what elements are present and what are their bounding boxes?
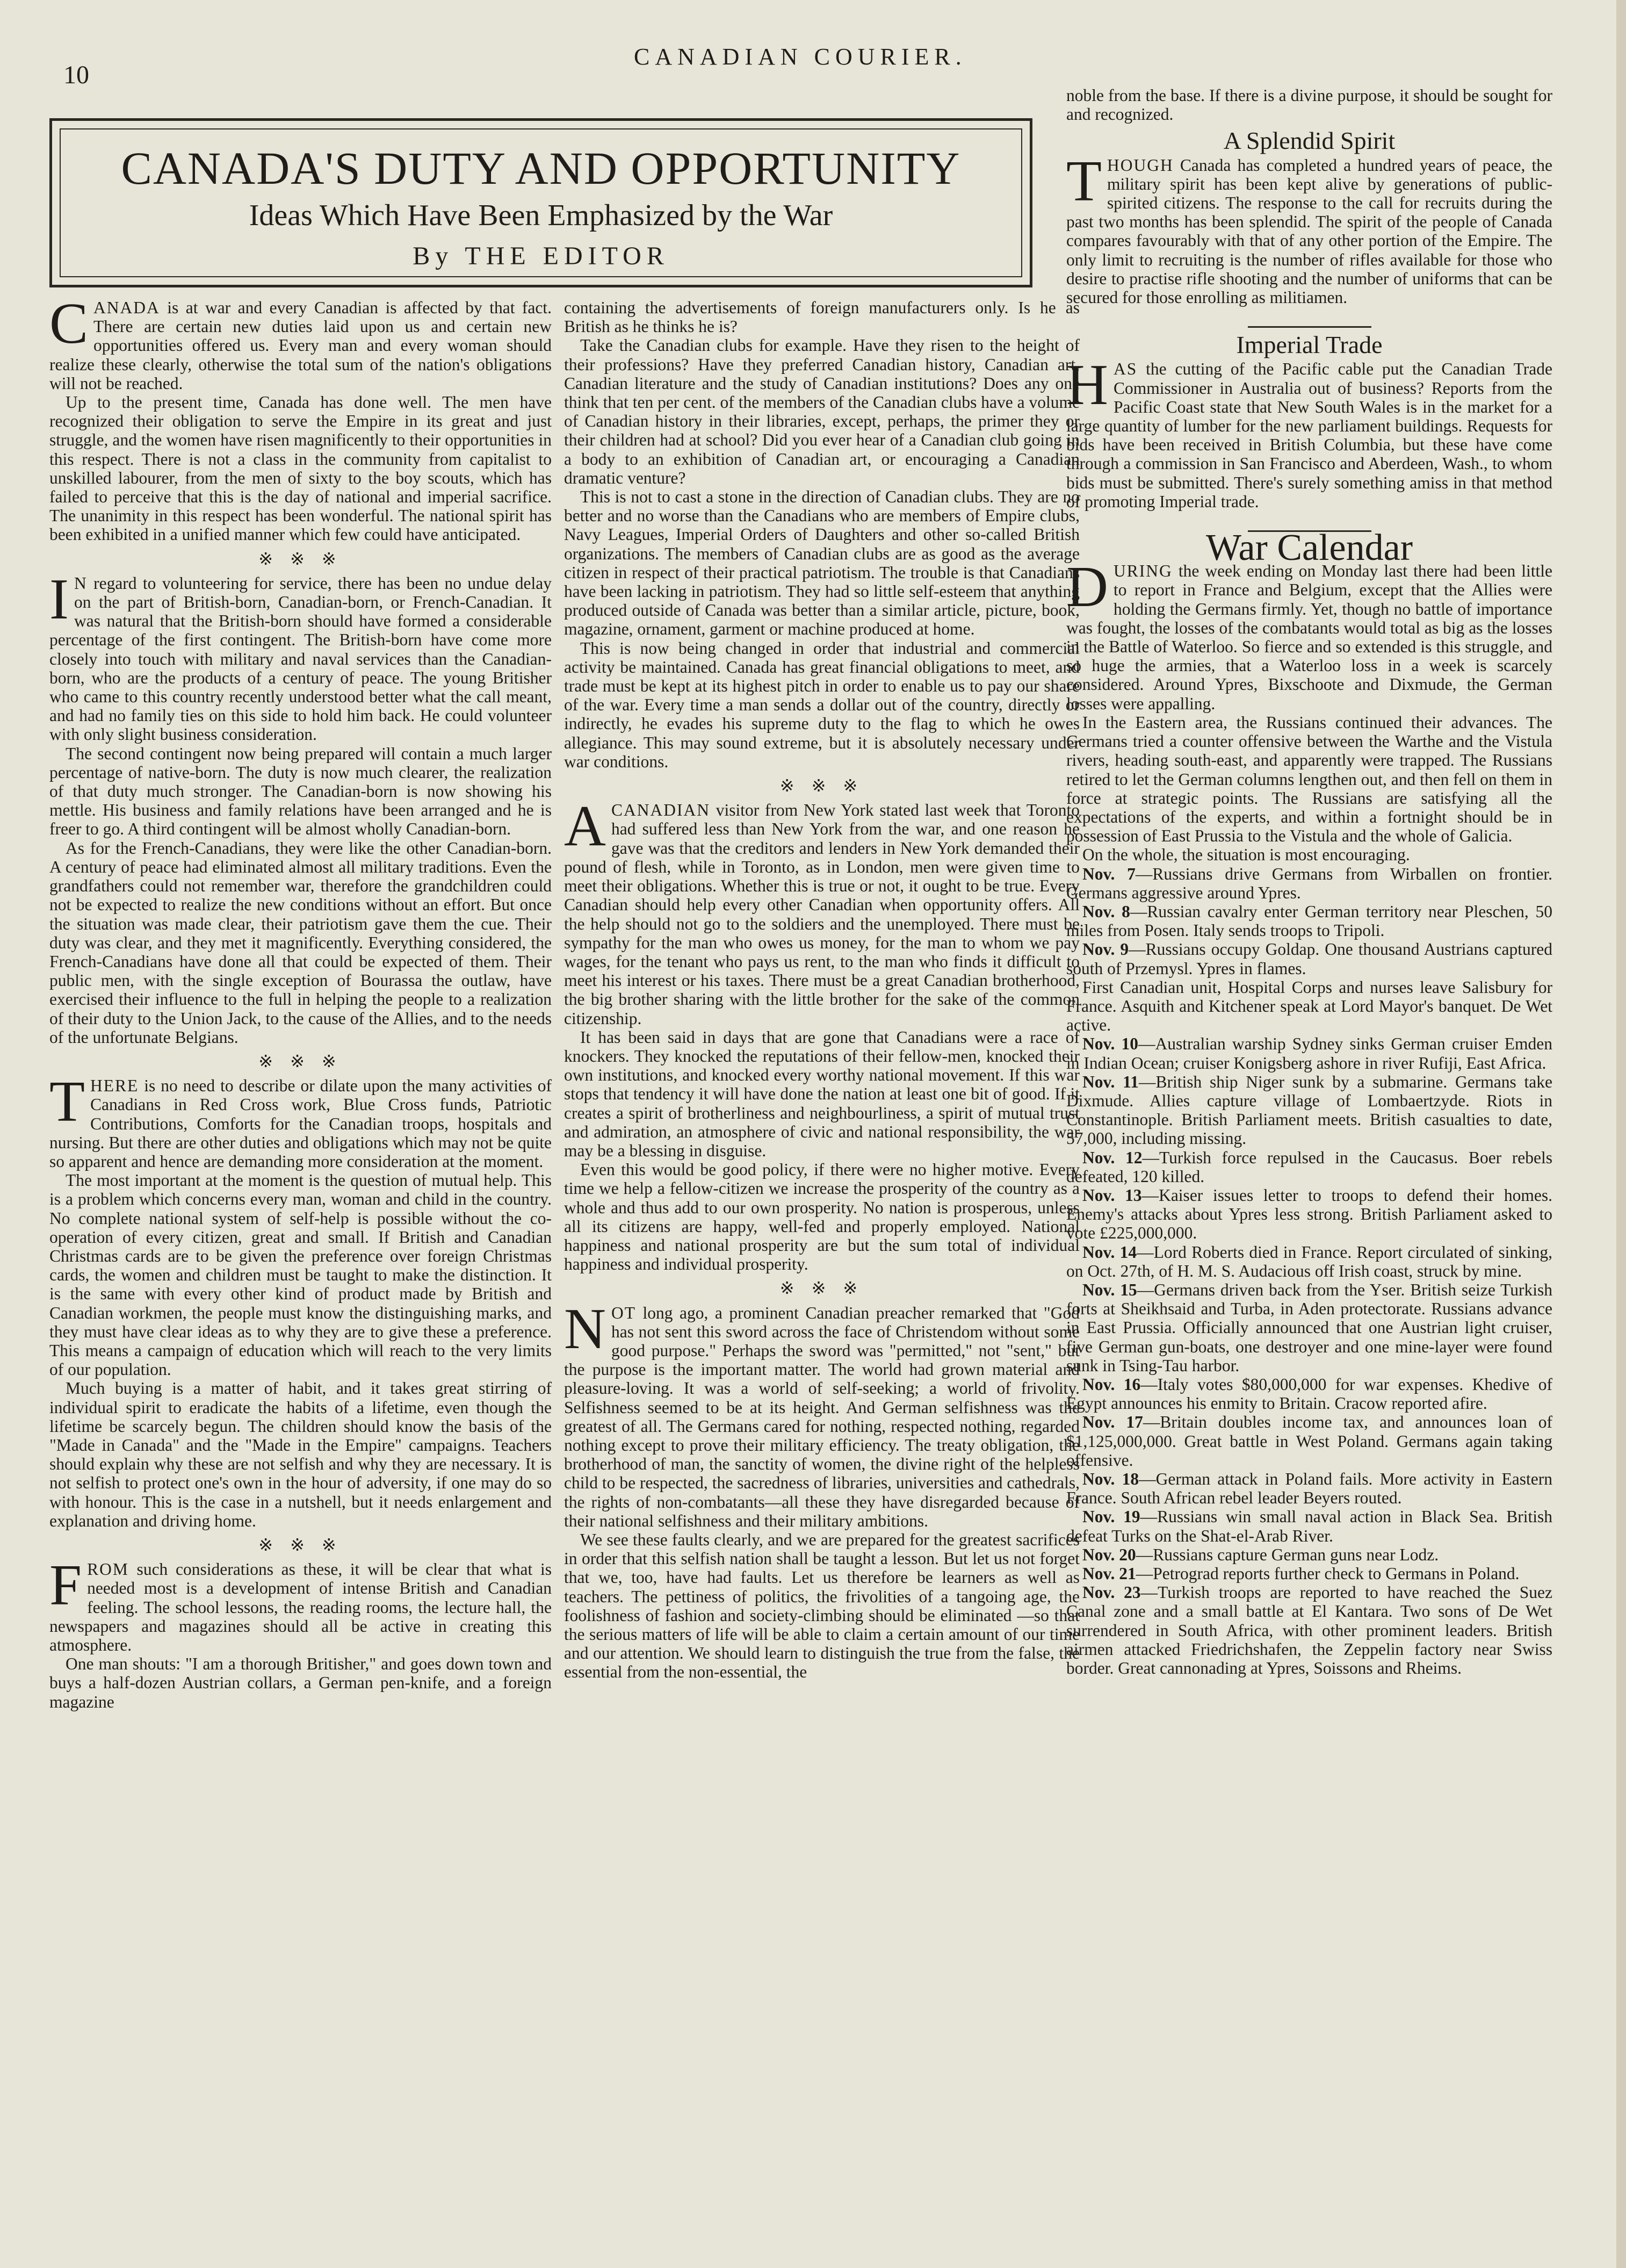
calendar-entry	[1066, 1186, 1552, 1243]
calendar-entry	[1066, 865, 1552, 902]
calendar-entry-text: —Russians win small naval action in Black Sea. British defeat Turks on the Shat-el-Arab River.	[1066, 1507, 1553, 1545]
paragraph: The most important at the moment is the question of mutual help. This is a problem which concerns every man, woman and child in the country. No complete national system of self-help is possible without the co-operation of every citizen, great and small. If British and Canadian Christmas cards are to be given the preference over foreign Christmas cards, the women and children must be taught to make the distinction. It is the same with every other kind of product made by British and Canadian workmen, the people must know the distinguishing marks, and they must have clear ideas as to why they are to give these a preference. This means a campaign of education which will reach to the very limits of our population.	[49, 1171, 552, 1379]
section-ornament: ※ ※ ※	[258, 1051, 343, 1071]
calendar-entry	[1066, 1470, 1552, 1507]
lead-in: HERE	[90, 1076, 139, 1096]
paragraph: On the whole, the situation is most encouraging.	[1082, 845, 1410, 865]
drop-cap: T	[49, 1070, 85, 1134]
headline-box	[49, 118, 1032, 287]
calendar-entry-text: —Lord Roberts died in France. Report circulated of sinking, on Oct. 27th, of H. M. S. Audacious off Irish coast, struck by mine.	[1066, 1242, 1552, 1280]
calendar-entry	[1066, 940, 1552, 977]
calendar-entry	[1066, 1507, 1552, 1545]
headline-title: CANADA'S DUTY AND OPPORTUNITY	[121, 142, 961, 194]
calendar-entry-text: —Turkish force repulsed in the Caucasus. Boer rebels defeated, 120 killed.	[1066, 1148, 1553, 1186]
calendar-entry-date: Nov. 11	[1082, 1072, 1139, 1091]
lead-in: HOUGH	[1107, 155, 1174, 175]
calendar-entry	[1066, 1545, 1552, 1564]
paragraph-text: the week ending on Monday last there had been little to report in France and Belgium, except that the Allies were holding the Germans firmly. Yet, though no battle of importance was fought, the losses of the combatants would total as big as the losses in the Battle of Waterloo. So fierce and so extended is this struggle, and so huge the armies, that a Waterloo loss in a week is scarcely considered. Around Ypres, Bixschoote and Dixmude, the German losses were appalling.	[1066, 561, 1552, 713]
drop-cap: I	[49, 567, 69, 631]
section-heading-imperial-trade: Imperial Trade	[1236, 331, 1383, 359]
calendar-entry-text: —Australian warship Sydney sinks German cruiser Emden in Indian Ocean; cruiser Konigsberg ashore in river Rufiji, East Africa.	[1066, 1034, 1552, 1072]
calendar-entry-date: Nov. 16	[1082, 1375, 1141, 1394]
calendar-entry-date: Nov. 20	[1082, 1545, 1136, 1564]
paragraph-text: the cutting of the Pacific cable put the Canadian Trade Commissioner in Australia out of business? Reports from the Pacific Coast state that New South Wales is in the market for a large quantity of lumber for the new parliament buildings. Requests for bids have been received in British Columbia, but these have come through a commission in San Francisco and Aberdeen, Wash., to whom bids must be submitted. There's surely something amiss in that method of promoting Imperial trade.	[1066, 359, 1552, 511]
calendar-entry	[1066, 1148, 1552, 1186]
paragraph-text: is no need to describe or dilate upon the many activities of Canadians in Red Cross work, Blue Cross funds, Patriotic Contributions, Comforts for the Canadian troops, hospitals and nursing. But there are other duties and obligations which may not be quite so apparent and hence are demanding more consideration at the moment.	[49, 1076, 552, 1171]
paragraph: Up to the present time, Canada has done well. The men have recognized their obligation to serve the Empire in its great and just struggle, and the women have risen magnificently to their opportunities in this respect. There is not a class in the community from capitalist to unskilled labourer, from the men of sixty to the boy scouts, which has failed to perceive that this is the day of national and imperial sacrifice. The unanimity in this respect has been wonderful. The national spirit has been exhibited in a unified manner which few could have anticipated.	[49, 393, 552, 544]
paragraph-text: visitor from New York stated last week that Toronto had suffered less than New York from the war, and one reason he gave was that the creditors and lenders in New York demanded their pound of flesh, while in Toronto, as in London, men were given time to meet their obligations. Whether this is true or not, it ought to be true. Every Canadian should help every other Canadian when opportunity offers. All the help should not go to the soldiers and the unemployed. There must be sympathy for the man who owes us money, for the man to whom we pay wages, for the tenant who pays us rent, to the man who finds it difficult to meet his interest or his taxes. There must be a great Canadian brotherhood, the big brother sharing with the little brother for the sake of the common citizenship.	[564, 801, 1080, 1028]
paragraph-text: regard to volunteering for service, there has been no undue delay on the part of British-born, Canadian-born, or French-Canadian. It was natural that the British-born should have formed a considerable percentage of the first contingent. The British-born have come more closely into touch with military and naval services than the Canadian-born, who are the products of a century of peace. The young Britisher who came to this country recently understood better what the call meant, and had no family ties on this side to hold him back. He could volunteer with only slight business consideration.	[49, 573, 552, 744]
calendar-entry-date: Nov. 12	[1082, 1148, 1143, 1167]
calendar-entry-date: Nov. 23	[1082, 1583, 1141, 1602]
paragraph	[564, 794, 1080, 1028]
drop-cap: C	[49, 292, 89, 356]
paragraph: In the Eastern area, the Russians continued their advances. The Germans tried a counter offensive between the Warthe and the Vistula rivers, heading south-east, and apparently were trapped. The Russians retired to let the German columns lengthen out, and then fell on them in force at strategic points. The Russians are satisfying all the expectations of the experts, and within a fortnight should be in possession of East Prussia to the Vistula and the whole of Galicia.	[1066, 712, 1552, 846]
headline-subtitle: Ideas Which Have Been Emphasized by the War	[249, 199, 833, 232]
calendar-entry	[1066, 1583, 1552, 1677]
paragraph: The second contingent now being prepared will contain a much larger percentage of native-born. The duty is now much clearer, the realization of that duty much stronger. The Canadian-born is now showing his mettle. His business and family relations have been arranged and he is freer to go. A third contingent will be almost wholly Canadian-born.	[49, 744, 552, 839]
calendar-entry-text: —Petrograd reports further check to Germans in Poland.	[1136, 1564, 1520, 1583]
paragraph	[564, 1297, 1080, 1530]
paragraph	[49, 567, 552, 744]
calendar-entry-text: —Russians drive Germans from Wirballen on frontier. Germans aggressive around Ypres.	[1066, 864, 1552, 902]
section-ornament: ※ ※ ※	[779, 1278, 864, 1298]
drop-cap: N	[564, 1297, 606, 1361]
calendar-entry-text: —Kaiser issues letter to troops to defend their homes. Enemy's attacks about Ypres less strong. British Parliament asked to vote £225,000,000.	[1066, 1185, 1552, 1243]
paragraph: Even this would be good policy, if there were no higher motive. Every time we help a fellow-citizen we increase the prosperity of the country as a whole and thus add to our own prosperity. No nation is prosperous, unless all its citizens are happy, well-fed and properly employed. National happiness and national prosperity are but the sum total of individual happiness and individual prosperity.	[564, 1160, 1080, 1274]
calendar-entry-date: Nov. 10	[1082, 1034, 1139, 1054]
section-ornament: ※ ※ ※	[258, 1535, 343, 1554]
calendar-entry	[1066, 1564, 1552, 1583]
paragraph	[49, 1070, 552, 1171]
calendar-entry-text: —Italy votes $80,000,000 for war expenses. Khedive of Egypt announces his enmity to Britain. Cracow reported afire.	[1066, 1375, 1552, 1413]
section-ornament: ※ ※ ※	[258, 549, 343, 568]
calendar-entry-date: Nov. 18	[1082, 1470, 1139, 1489]
calendar-entry-text: —British ship Niger sunk by a submarine. Germans take Dixmude. Allies capture village of Lombaertzyde. Riots in Constantinople. British Parliament meets. British casualties to date, 57,000, including missing.	[1066, 1072, 1552, 1148]
drop-cap: T	[1066, 149, 1102, 213]
paragraph: It has been said in days that are gone that Canadians were a race of knockers. They knocked the reputations of their fellow-men, knocked their own institutions, and knocked every worthy national movement. If this war stops that tendency it will have done the nation at least one bit of good. If it creates a spirit of brotherliness and neighbourliness, a spirit of mutual trust and admiration, an atmosphere of civic and national responsibility, the war may be a blessing in disguise.	[564, 1027, 1080, 1160]
drop-cap: A	[564, 794, 606, 859]
calendar-entry-date: Nov. 7	[1082, 864, 1136, 883]
lead-in: CANADIAN	[611, 801, 710, 820]
paragraph: noble from the base. If there is a divine purpose, it should be sought for and recognized.	[1066, 86, 1552, 124]
page-spine-edge	[1616, 0, 1626, 2268]
paragraph-text: Canada has completed a hundred years of peace, the military spirit has been kept alive by generations of public-spirited citizens. The response to the call for recruits during the past two months has been splendid. The spirit of the people of Canada compares favourably with that of any other portion of the Empire. The only limit to recruiting is the number of rifles available for those who desire to practise rifle shooting and the number of uniforms that can be secured for those enrolling as militiamen.	[1066, 155, 1552, 307]
paragraph-text: is at war and every Canadian is affected by that fact. There are certain new duties laid upon us and certain new opportunities offered us. Every man and every woman should realize these clearly, otherwise the total sum of the nation's obligations will not be reached.	[49, 298, 552, 393]
calendar-entry	[1066, 1072, 1552, 1148]
lead-in: N	[74, 573, 88, 593]
paragraph: We see these faults clearly, and we are prepared for the greatest sacrifices in order that this selfish nation shall be taught a lesson. But let us not forget that we, too, have had faults. Let us therefore be learners as well as teachers. The pettiness of politics, the frivolities of a tangoing age, the foolishness of fashion and society-climbing should be eliminated —so that the serious matters of life will be able to claim a certain amount of our time and our attention. We should learn to distinguish the true from the false, the essential from the non-essential, the	[564, 1530, 1080, 1682]
paragraph	[1066, 353, 1552, 511]
calendar-entry-date: Nov. 19	[1082, 1507, 1140, 1527]
calendar-entry-text: —Russians occupy Goldap. One thousand Austrians captured south of Przemysl. Ypres in flames.	[1066, 940, 1552, 978]
paragraph: This is now being changed in order that industrial and commercial activity be maintained. Canada has great financial obligations to meet, and trade must be kept at its highest pitch in order to enable us to pay our share of the war. Every time a man sends a dollar out of the country, directly or indirectly, he evades his supreme duty to the flag to which he owes allegiance. This may sound extreme, but it is absolutely necessary under war conditions.	[564, 638, 1080, 771]
lead-in: URING	[1114, 561, 1173, 581]
calendar-entry-text: —Russians capture German guns near Lodz.	[1136, 1545, 1439, 1564]
calendar-entry	[1066, 1243, 1552, 1280]
drop-cap: H	[1066, 353, 1108, 417]
calendar-entry	[1066, 1413, 1552, 1470]
calendar-entry	[1066, 978, 1552, 1035]
article-column-3	[1066, 86, 1552, 1677]
paragraph: containing the advertisements of foreign manufacturers only. Is he as British as he thinks he is?	[564, 298, 1080, 336]
paragraph: This is not to cast a stone in the direction of Canadian clubs. They are no better and no worse than the Canadians who are members of Empire clubs, Navy Leagues, Imperial Orders of Daughters and other so-called British organizations. The members of Canadian clubs are as good as the average citizen in respect of their practical patriotism. The trouble is that Canadians have been lacking in patriotism. They had so little self-esteem that anything produced outside of Canada was better than a similar article, picture, book, magazine, ornament, garment or machine produced at home.	[564, 487, 1080, 639]
section-heading-splendid-spirit: A Splendid Spirit	[1223, 127, 1396, 155]
paragraph: Much buying is a matter of habit, and it takes great stirring of individual spirit to eradicate the habits of a lifetime, even though the lifetime be scarcely begun. The children should know the basis of the "Made in Canada" and the "Made in the Empire" campaigns. Teachers should explain why these are not selfish and why they are necessary. It is not selfish to protect one's own in the hour of adversity, if one may do so with honour. This is the case in a nutshell, but it needs enlargement and explanation and driving home.	[49, 1379, 552, 1530]
calendar-entry-text: —Russian cavalry enter German territory near Pleschen, 50 miles from Posen. Italy sends troops to Tripoli.	[1066, 902, 1552, 940]
paragraph: One man shouts: "I am a thorough Britisher," and goes down town and buys a half-dozen Austrian collars, a German pen-knife, and a foreign magazine	[49, 1654, 552, 1711]
paragraph: As for the French-Canadians, they were like the other Canadian-born. A century of peace had eliminated almost all military traditions. Even the grandfathers could not remember war, therefore the grandchildren could not be expected to realize the new conditions without an effort. But once the situation was made clear, their patriotism gave them the cue. Their duty was clear, and they met it magnificently. Everything considered, the French-Canadians have done all that could be expected of them. Their public men, with the single exception of Bourassa the outlaw, have exercised their influence to the full in helping the people to a realization of their duty to the Union Jack, to the cause of the Allies, and to the needs of the unfortunate Belgians.	[49, 838, 552, 1047]
calendar-entry	[1066, 1375, 1552, 1413]
calendar-entry-date: Nov. 13	[1082, 1185, 1142, 1205]
war-calendar-list	[1066, 865, 1552, 1678]
drop-cap: D	[1066, 555, 1108, 620]
calendar-entry-text: —Germans driven back from the Yser. British seize Turkish forts at Sheikhsaid and Turba, in Aden protectorate. Russians advance in East Prussia. Officially announced that one Austrian light cruiser, five German gun-boats, one destroyer and one mine-layer were found sunk in Tsing-Tau harbor.	[1066, 1280, 1552, 1375]
paragraph-text: long ago, a prominent Canadian preacher remarked that "God has not sent this sword across the face of Christendom without some good purpose." Perhaps the sword was "permitted," not "sent," but the purpose is the important matter. The world had grown material and pleasure-loving. It was a world of self-seeking; a world of frivolity. Selfishness seemed to be at its height. And German selfishness was the greatest of all. The Germans cared for nothing, respected nothing, regarded nothing except to prove their military efficiency. The treaty obligation, the brotherhood of man, the sanctity of women, the divine right of the helpless child to be respected, the sacredness of libraries, universities and cathedrals, the rights of non-combatants—all these they have disregarded because of their national selfishness and their military ambitions.	[564, 1303, 1080, 1530]
paragraph-text: such considerations as these, it will be clear that what is needed most is a development of intense British and Canadian feeling. The school lessons, the reading rooms, the lecture hall, the newspapers and magazines should all be active in creating this atmosphere.	[49, 1560, 552, 1655]
running-head: CANADIAN COURIER.	[634, 44, 967, 70]
paragraph	[1066, 555, 1552, 713]
calendar-entry-date: Nov. 21	[1082, 1564, 1136, 1583]
paragraph	[49, 292, 552, 393]
calendar-entry	[1066, 1280, 1552, 1375]
calendar-entry-date: Nov. 9	[1082, 940, 1129, 959]
section-divider	[1248, 326, 1371, 328]
lead-in: ANADA	[93, 298, 160, 317]
calendar-entry-date: Nov. 17	[1082, 1413, 1143, 1432]
calendar-entry-date: Nov. 8	[1082, 902, 1130, 921]
headline-box-inner	[60, 128, 1022, 277]
calendar-entry-text: —Britain doubles income tax, and announces loan of $1,125,000,000. Great battle in West Poland. Germans again taking offensive.	[1066, 1413, 1552, 1470]
page-number: 10	[63, 61, 89, 89]
article-column-2	[564, 298, 1080, 1682]
lead-in: AS	[1114, 359, 1138, 379]
calendar-entry-date: Nov. 15	[1082, 1280, 1137, 1299]
lead-in: ROM	[87, 1560, 129, 1579]
calendar-entry-date: Nov. 14	[1082, 1242, 1137, 1262]
drop-cap: F	[49, 1553, 82, 1618]
lead-in: OT	[611, 1303, 636, 1322]
calendar-entry-text: —Turkish troops are reported to have reached the Suez Canal zone and a small battle at El Kantara. Two sons of De Wet surrendered in South Africa, with other prominent leaders. British airmen attacked Friedrichshafen, the Zeppelin factory near Swiss border. Great cannonading at Ypres, Soissons and Rheims.	[1066, 1583, 1553, 1678]
calendar-entry-text: First Canadian unit, Hospital Corps and nurses leave Salisbury for France. Asquith and Kitchener speak at Lord Mayor's banquet. De Wet active.	[1066, 977, 1552, 1035]
paragraph: Take the Canadian clubs for example. Have they risen to the height of their professions? Have they preferred Canadian history, Canadian art, Canadian literature and the study of Canadian institutions? Does any one think that ten per cent. of the members of the Canadian clubs have a volume of Canadian history in their libraries, except, perhaps, the primer they or their children had at school? Did you ever hear of a Canadian club going in a body to an exhibition of Canadian art, or encouraging a Canadian dramatic venture?	[564, 336, 1080, 487]
section-heading-war-calendar: War Calendar	[1206, 527, 1413, 569]
paragraph	[1066, 149, 1552, 307]
article-column-1	[49, 292, 552, 1711]
calendar-entry	[1066, 902, 1552, 940]
section-ornament: ※ ※ ※	[779, 776, 864, 796]
calendar-entry	[1066, 1034, 1552, 1072]
calendar-entry-text: —German attack in Poland fails. More activity in Eastern France. South African rebel leader Beyers routed.	[1066, 1470, 1552, 1508]
headline-byline: By THE EDITOR	[413, 242, 669, 270]
paragraph	[49, 1553, 552, 1655]
